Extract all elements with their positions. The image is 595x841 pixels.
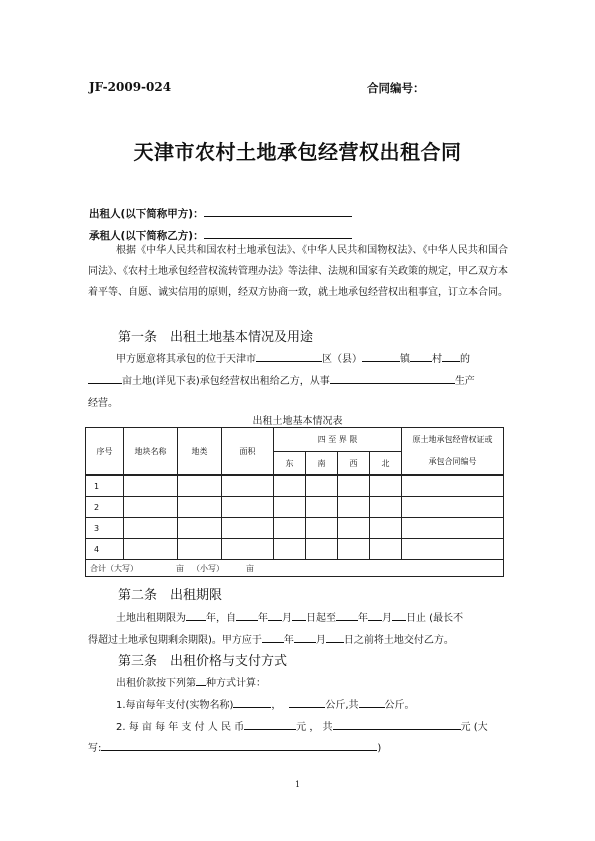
- article3-text: 1.每亩每年支付(实物名称): [116, 700, 234, 711]
- kg-per-mu-blank: [289, 697, 325, 708]
- table-cell: [178, 475, 222, 497]
- table-cell: [370, 518, 402, 539]
- article3-line2: [116, 696, 415, 711]
- preamble-paragraph: 根据《中华人民共和国农村土地承包法》、《中华人民共和国物权法》、《中华人民共和国合同法》、《农村土地承包经营权流转管理办法》等法律、法规和国家有关政策的规定，甲乙双方本着平等、自愿、诚实信用的原则，经双方协商一致，就土地承包经营权出租事宜，订立本合同。: [88, 245, 508, 298]
- article3-text: 写:: [88, 743, 102, 754]
- article1-text: 甲方愿意将其承包的位于天津市: [116, 354, 256, 365]
- article3-text: 元 (大: [460, 722, 488, 733]
- start-year-blank: [236, 610, 258, 621]
- article2-line1: [116, 609, 463, 624]
- rmb-per-mu-blank: [244, 719, 296, 730]
- table-cell: [370, 539, 402, 560]
- rmb-capital-blank: [101, 740, 377, 751]
- article2-text: 月: [315, 635, 326, 646]
- article3-title: 第三条 出租价格与支付方式: [118, 654, 288, 669]
- article3-line1: [116, 674, 266, 689]
- table-cell: [222, 539, 274, 560]
- article3-text: ): [377, 743, 382, 754]
- delivery-year-blank: [262, 632, 284, 643]
- header-no: 序号: [86, 428, 124, 476]
- land-info-table: [85, 427, 504, 577]
- start-month-blank: [268, 610, 282, 621]
- article1-text: 的: [460, 354, 470, 365]
- table-row: [86, 539, 504, 560]
- document-code: JF-2009-024: [89, 80, 172, 94]
- item-name-blank: [233, 697, 271, 708]
- delivery-month-blank: [294, 632, 316, 643]
- district-blank: [362, 351, 400, 362]
- article3-text: ，: [271, 700, 282, 711]
- article2-text: 日之前将土地交付乙方。: [343, 635, 454, 646]
- total-mu1: 亩: [176, 563, 184, 573]
- header-south: 南: [306, 452, 338, 476]
- kg-total-blank: [359, 697, 385, 708]
- article3-text: 公斤,共: [325, 700, 359, 711]
- contract-number-label: 合同编号：: [367, 81, 425, 95]
- article3-text: 2. 每 亩 每 年 支 付 人 民 币: [116, 722, 245, 733]
- rmb-total-blank: [333, 719, 461, 730]
- article2-title: 第二条 出租期限: [118, 588, 223, 603]
- start-day-blank: [292, 610, 306, 621]
- table-cell: [370, 475, 402, 497]
- lessor-label: 出租人(以下简称甲方)：: [89, 208, 204, 220]
- article2-text: 土地出租期限为: [116, 613, 186, 624]
- header-certificate: [402, 428, 504, 476]
- total-label: 合计（大写）: [90, 563, 138, 573]
- total-mu2: 亩: [246, 563, 254, 573]
- header-plot-name: 地块名称: [124, 428, 178, 476]
- total-cell: [86, 560, 504, 577]
- article1-text: 生产: [454, 376, 475, 387]
- table-cell: [402, 475, 504, 497]
- header-area: 面积: [222, 428, 274, 476]
- table-cell: [274, 539, 306, 560]
- article2-text: 年: [283, 635, 294, 646]
- table-cell: [222, 475, 274, 497]
- article3-text: 元 ， 共: [296, 722, 333, 733]
- article2-text: 年，自: [206, 613, 236, 624]
- table-cell: [338, 518, 370, 539]
- lessee-label: 承租人(以下简称乙方)：: [89, 230, 204, 242]
- row-number: 2: [86, 497, 124, 518]
- table-cell: [274, 518, 306, 539]
- table-row: [86, 475, 504, 497]
- header-north: 北: [370, 452, 402, 476]
- method-blank: [196, 675, 206, 686]
- row-number: 4: [86, 539, 124, 560]
- article2-text: 年: [258, 613, 268, 624]
- header-cert-line2: 承包合同编号: [428, 457, 477, 466]
- article1-text: 村: [432, 354, 442, 365]
- purpose-blank: [330, 373, 455, 384]
- table-cell: [402, 497, 504, 518]
- article2-text: 日止 (最长不: [406, 613, 464, 624]
- article2-text: 日起至: [306, 613, 336, 624]
- end-month-blank: [368, 610, 382, 621]
- article2-text: 年: [358, 613, 368, 624]
- table-cell: [370, 497, 402, 518]
- row-number: 3: [86, 518, 124, 539]
- article3-line3: [116, 718, 488, 733]
- article1-title: 第一条 出租土地基本情况及用途: [118, 330, 314, 345]
- table-cell: [124, 497, 178, 518]
- article2-line2: [88, 631, 454, 646]
- table-cell: [274, 497, 306, 518]
- page-number: 1: [294, 780, 301, 789]
- document-title: 天津市农村土地承包经营权出租合同: [133, 140, 462, 164]
- table-cell: [178, 518, 222, 539]
- article2-text: 得超过土地承包期剩余期限)。甲方应于: [88, 635, 262, 646]
- table-cell: [338, 497, 370, 518]
- article1-line2: [88, 372, 475, 387]
- table-cell: [306, 518, 338, 539]
- table-cell: [124, 518, 178, 539]
- city-district-blank: [256, 351, 322, 362]
- header-land-type: 地类: [178, 428, 222, 476]
- article3-line4: [88, 739, 381, 754]
- article1-line1: [116, 350, 470, 365]
- table-cell: [306, 539, 338, 560]
- years-blank: [186, 610, 206, 621]
- total-small: （小写）: [192, 563, 224, 573]
- lessee-blank: [204, 227, 352, 239]
- article1-text: 亩土地(详见下表)承包经营权出租给乙方，从事: [122, 376, 330, 387]
- acreage-blank: [88, 373, 122, 384]
- article3-text: 种方式计算：: [206, 678, 266, 689]
- table-cell: [402, 518, 504, 539]
- article1-text: 区（县）: [322, 354, 362, 365]
- end-day-blank: [392, 610, 406, 621]
- table-cell: [306, 497, 338, 518]
- header-east: 东: [274, 452, 306, 476]
- table-cell: [222, 497, 274, 518]
- row-number: 1: [86, 475, 124, 497]
- article2-text: 月: [282, 613, 292, 624]
- article3-text: 公斤。: [384, 700, 415, 711]
- town-blank: [410, 351, 432, 362]
- table-row: [86, 518, 504, 539]
- delivery-day-blank: [326, 632, 344, 643]
- lessor-blank: [204, 205, 352, 217]
- village-blank: [442, 351, 460, 362]
- article1-line3: 经营。: [88, 398, 118, 409]
- article3-text: 出租价款按下列第: [116, 678, 196, 689]
- table-cell: [222, 518, 274, 539]
- table-row: [86, 497, 504, 518]
- end-year-blank: [336, 610, 358, 621]
- total-row: [86, 560, 504, 577]
- table-cell: [178, 497, 222, 518]
- header-west: 西: [338, 452, 370, 476]
- table-cell: [338, 539, 370, 560]
- table-cell: [124, 475, 178, 497]
- header-cert-line1: 原土地承包经营权证或: [412, 435, 493, 444]
- table-caption: 出租土地基本情况表: [252, 416, 343, 427]
- table-cell: [402, 539, 504, 560]
- table-cell: [338, 475, 370, 497]
- table-cell: [178, 539, 222, 560]
- lessor-line: [89, 205, 352, 221]
- table-cell: [124, 539, 178, 560]
- table-cell: [274, 475, 306, 497]
- header-boundaries: 四 至 界 限: [274, 428, 402, 452]
- table-cell: [306, 475, 338, 497]
- article1-text: 镇: [400, 354, 410, 365]
- article2-text: 月: [382, 613, 392, 624]
